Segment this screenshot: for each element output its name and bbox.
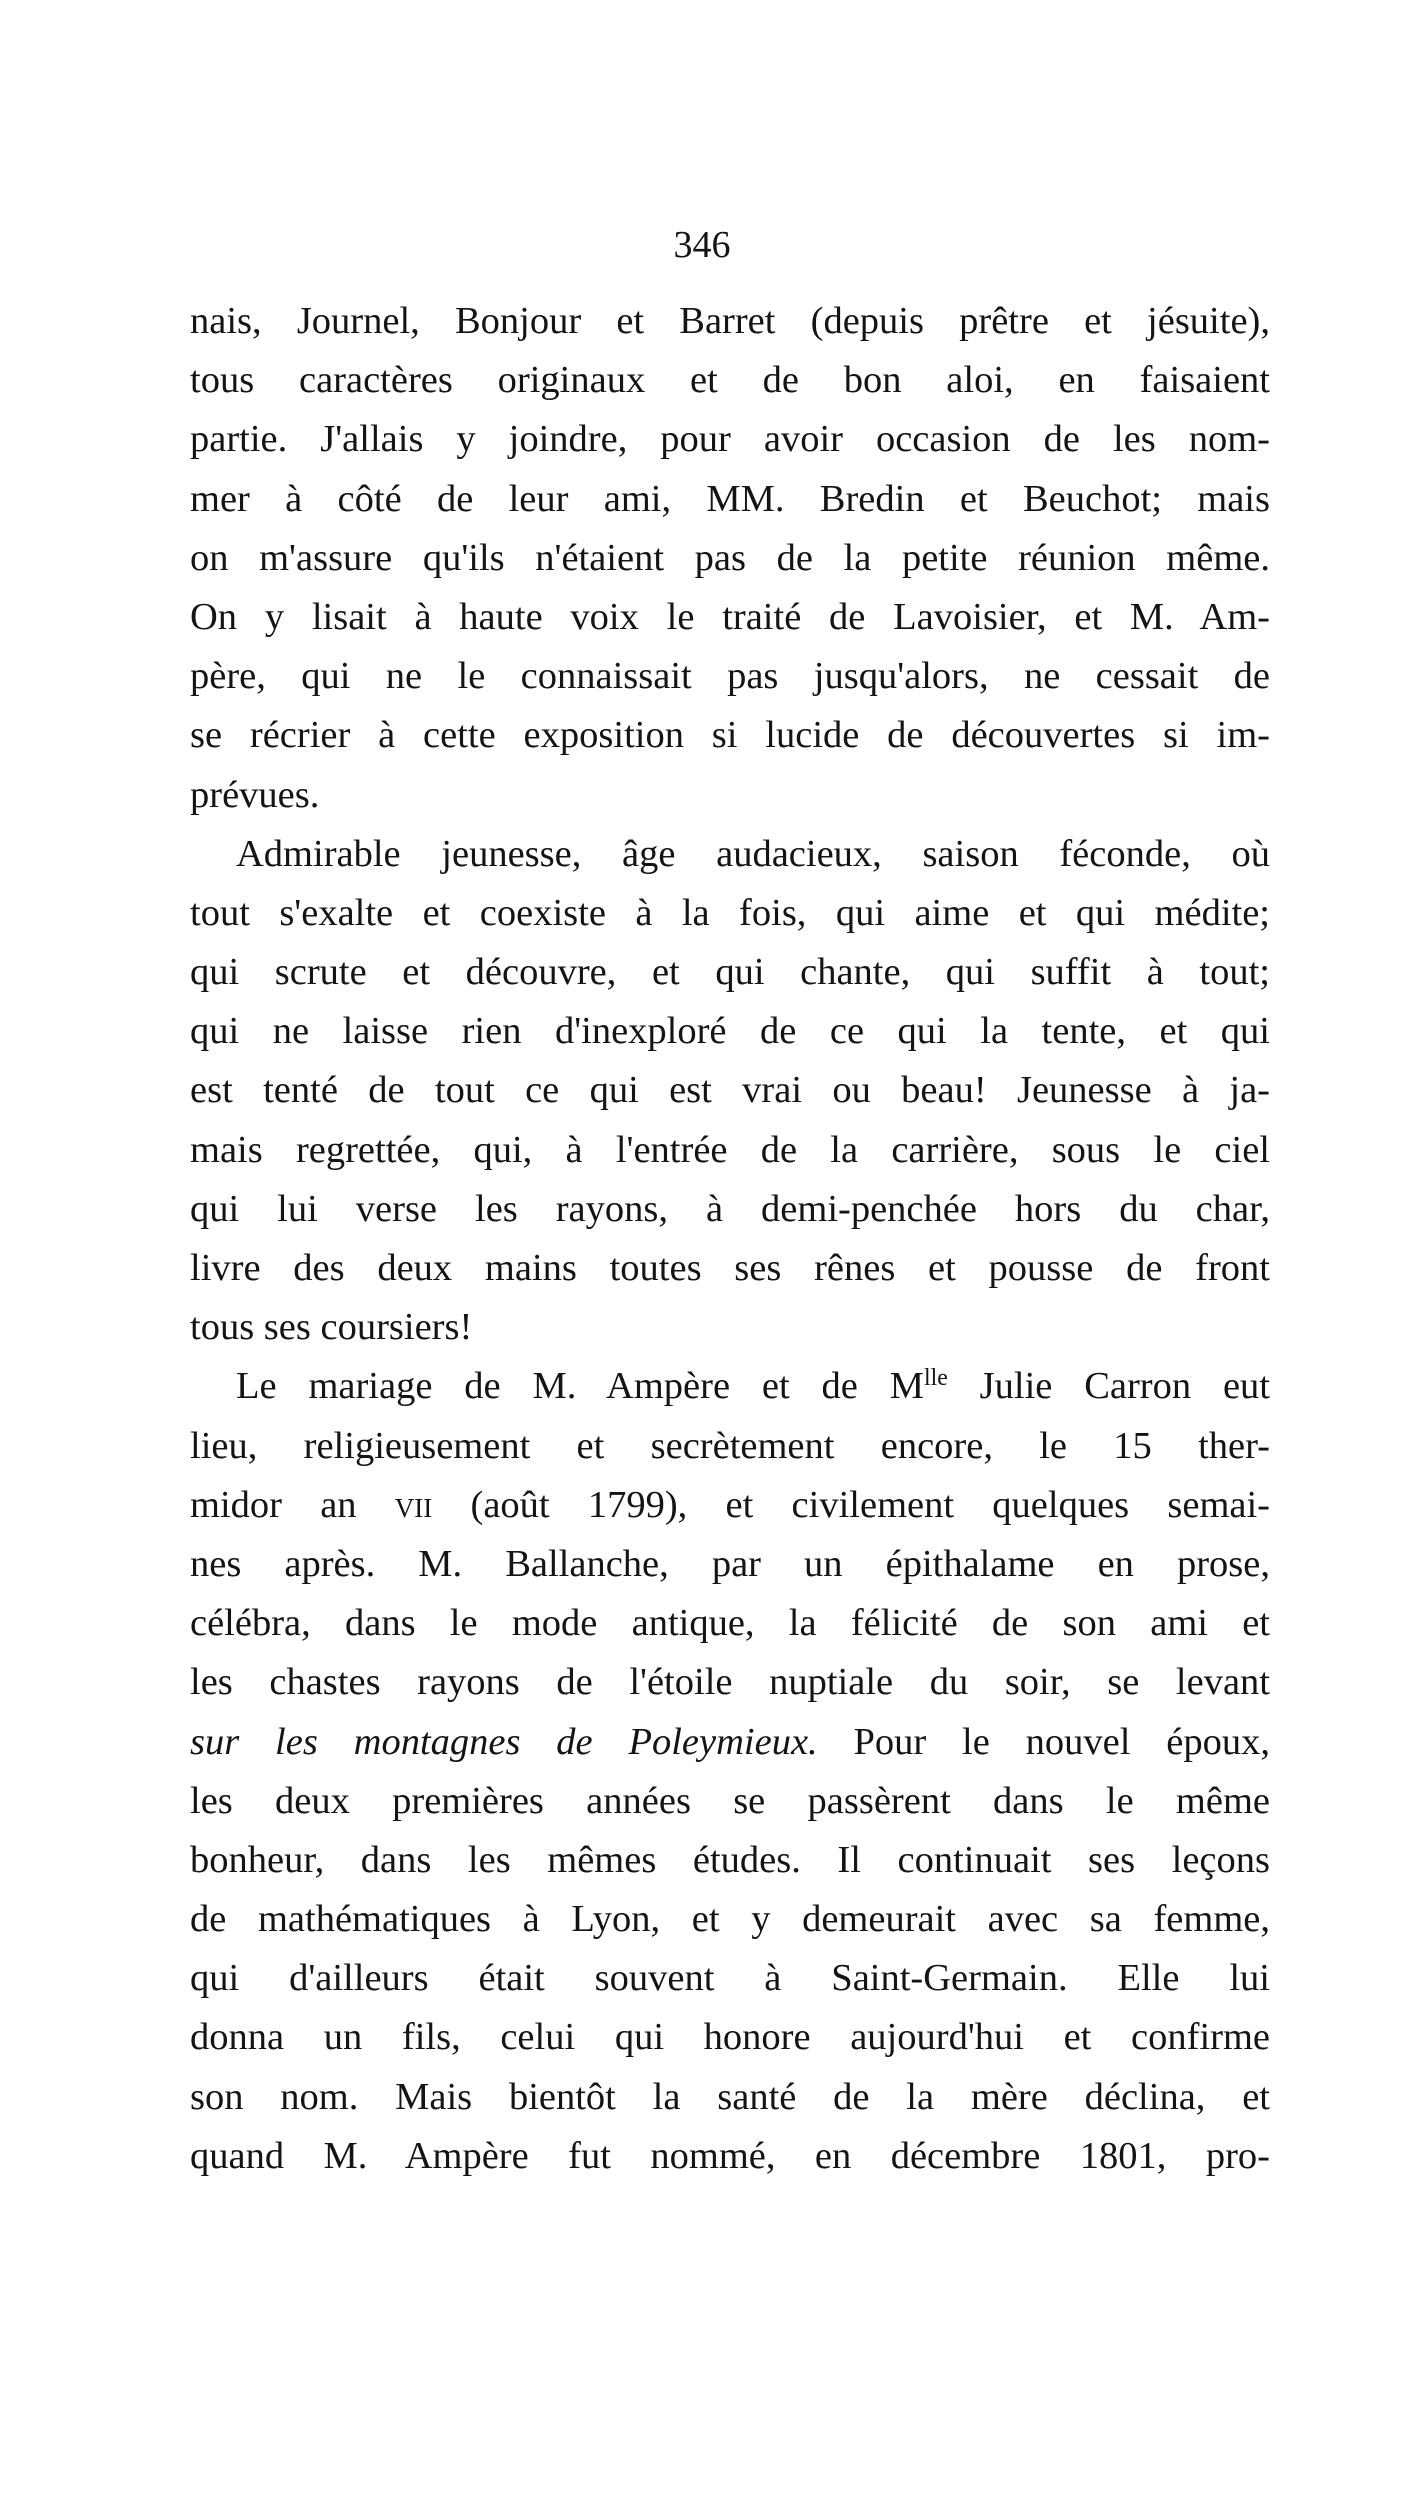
text-line: partie. J'allais y joindre, pour avoir occasion de les nom-: [190, 418, 1270, 461]
text-fragment: midor an: [190, 1483, 395, 1526]
text-line: qui scrute et découvre, et qui chante, qui suffit à tout;: [190, 951, 1270, 994]
paragraph-start-line: Admirable jeunesse, âge audacieux, saison féconde, où: [236, 832, 1270, 875]
text-line: on m'assure qu'ils n'étaient pas de la petite réunion même.: [190, 536, 1270, 579]
text-line: tous caractères originaux et de bon aloi, en faisaient: [190, 359, 1270, 402]
text-line: père, qui ne le connaissait pas jusqu'alors, ne cessait de: [190, 655, 1270, 698]
text-line: lieu, religieusement et secrètement encore, le 15 ther-: [190, 1424, 1270, 1467]
text-line: mer à côté de leur ami, MM. Bredin et Beuchot; mais: [190, 477, 1270, 520]
text-line: son nom. Mais bientôt la santé de la mère déclina, et: [190, 2075, 1270, 2118]
text-line: se récrier à cette exposition si lucide de découvertes si im-: [190, 714, 1270, 757]
page-number: 346: [673, 224, 731, 266]
text-line: quand M. Ampère fut nommé, en décembre 1801, pro-: [190, 2134, 1270, 2177]
text-line: célébra, dans le mode antique, la félicité de son ami et: [190, 1602, 1270, 1645]
text-line: les chastes rayons de l'étoile nuptiale du soir, se levant: [190, 1661, 1270, 1704]
italic-text: sur les montagnes de Poleymieux.: [190, 1720, 818, 1763]
text-fragment: Pour le nouvel époux,: [817, 1720, 1270, 1763]
text-line: [190, 1713, 1270, 1772]
text-line: qui ne laisse rien d'inexploré de ce qui la tente, et qui: [190, 1010, 1270, 1053]
text-fragment: Le mariage de M. Ampère et de M: [236, 1365, 924, 1408]
text-line: bonheur, dans les mêmes études. Il continuait ses leçons: [190, 1838, 1270, 1881]
text-line: est tenté de tout ce qui est vrai ou beau! Jeunesse à ja-: [190, 1069, 1270, 1112]
text-line: On y lisait à haute voix le traité de Lavoisier, et M. Am-: [190, 595, 1270, 638]
text-line: donna un fils, celui qui honore aujourd'hui et confirme: [190, 2016, 1270, 2059]
text-line: livre des deux mains toutes ses rênes et pousse de front: [190, 1247, 1270, 1289]
text-line: nais, Journel, Bonjour et Barret (depuis prêtre et jésuite),: [190, 300, 1270, 342]
text-line: mais regrettée, qui, à l'entrée de la carrière, sous le ciel: [190, 1128, 1270, 1171]
text-line: tout s'exalte et coexiste à la fois, qui aime et qui médite;: [190, 891, 1270, 934]
text-line: de mathématiques à Lyon, et y demeurait avec sa femme,: [190, 1898, 1270, 1941]
paragraph-end-line: tous ses coursiers!: [190, 1306, 473, 1349]
superscript-text: lle: [923, 1365, 948, 1392]
text-line: les deux premières années se passèrent dans le même: [190, 1779, 1270, 1822]
paragraph-end-line: prévues.: [190, 773, 320, 816]
text-line: [190, 1476, 1270, 1535]
text-line: nes après. M. Ballanche, par un épithalame en prose,: [190, 1542, 1270, 1585]
body-text: [190, 292, 1270, 2186]
text-line: qui d'ailleurs était souvent à Saint-Germain. Elle lui: [190, 1957, 1270, 2000]
roman-numeral: vii: [394, 1483, 433, 1526]
text-fragment: (août 1799), et civilement quelques semai-: [432, 1483, 1270, 1526]
text-fragment: Julie Carron eut: [947, 1365, 1270, 1408]
paragraph-start-line: [190, 1357, 1270, 1416]
text-line: qui lui verse les rayons, à demi-penchée hors du char,: [190, 1187, 1270, 1230]
